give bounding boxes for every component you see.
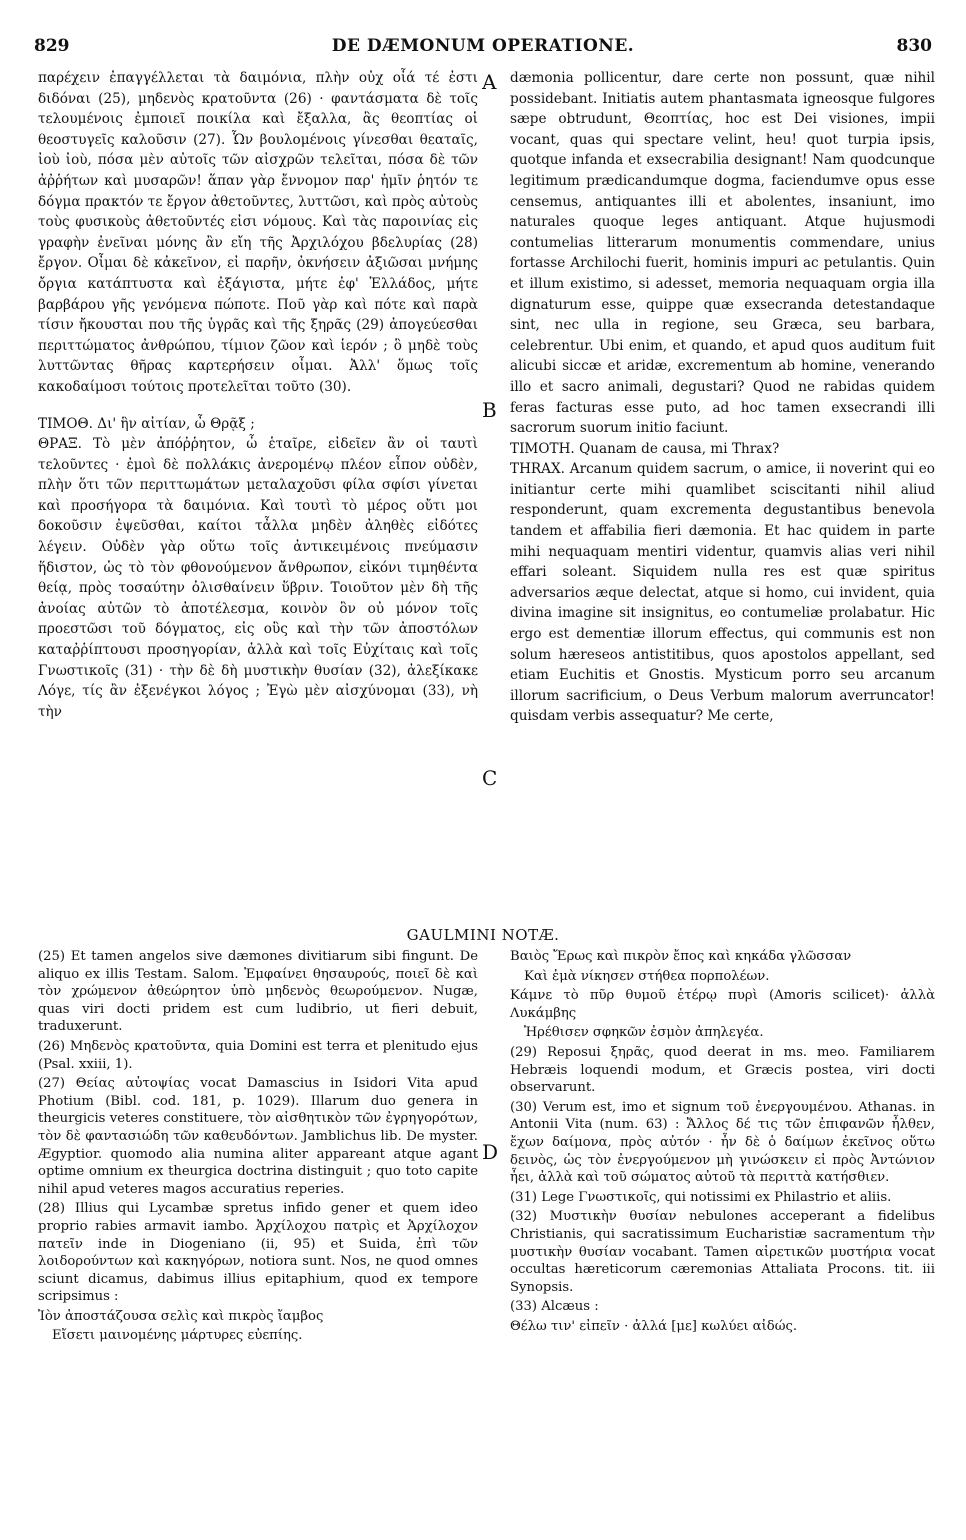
note-item: (31) Lege Γνωστικοῖς, qui notissimi ex Philastrio et aliis. bbox=[510, 1189, 892, 1205]
margin-marker-b: B bbox=[482, 398, 497, 422]
page-header bbox=[34, 36, 932, 60]
note-verse: Καὶ ἐμὰ νίκησεν στήθεα πορπολέων. bbox=[524, 968, 770, 984]
note-item: (26) Μηδενὸς κρατοῦντα, quia Domini est terra et plenitudo ejus (Psal. xxiii, 1). bbox=[38, 1038, 478, 1072]
note-item: (32) Μυστικὴν θυσίαν nebulones acceperant a fidelibus Christianis, qui sacratissimum Eucharistiæ sacramentum τὴν μυστικὴν θυσίαν vocabant. Tamen αἱρετικῶν μυστήρια vocat occultas hæreticorum cæremonias Attaliata Procons. tit. iii Synopsis. bbox=[510, 1209, 935, 1295]
greek-text-column bbox=[38, 68, 478, 722]
note-verse: Θέλω τιν' εἰπεῖν · ἀλλά [με] κωλύει αἰδώς. bbox=[510, 1318, 798, 1334]
greek-paragraph: παρέχειν ἐπαγγέλλεται τὰ δαιμόνια, πλὴν οὐχ οἷά τέ ἐστι διδόναι (25), μηδενὸς κρατοῦντα (26) · φαντάσματα δὲ τοῖς τελουμένοις ἐμποιεῖ ποικίλα καὶ ἔξαλλα, ἃς θεοπτίας οἱ θεοστυγεῖς καλοῦσιν (27). Ὧν βουλομένοις γίνεσθαι θεαταῖς, ἰοὺ ἰοὺ, πόσα μὲν αὐτοῖς τῶν αἰσχρῶν τελεῖται, πόσα δὲ τῶν ἀῤῥήτων καὶ μυσαρῶν! ἅπαν γὰρ ἔννομον παρ' ἡμῖν ῥητόν τε δόγμα πρακτόν τε ἔργον ἀθετοῦντες, λυττῶσι, καὶ πρὸς αὐτοὺς τοὺς φυσικοὺς ἀθετοῦντές εἰσι νόμους. Καὶ τὰς παροινίας εἰς γραφὴν ἐνεῖναι μόνης ἂν εἴη τῆς Ἀρχιλόχου βδελυρίας (28) ἔργον. Οἶμαι δὲ κἀκεῖνον, εἰ παρῆν, ὀκνήσειν ἀξιῶσαι μνήμης ὄργια κατάπτυστα καὶ ἐξάγιστα, μήτε ἐφ' Ἑλλάδος, μήτε βαρβάρου γῆς γενόμενα πώποτε. Ποῦ γὰρ καὶ πότε καὶ παρὰ τίσιν ἤκουσται που τῆς ὑγρᾶς καὶ τῆς ξηρᾶς (29) ἀπογεύεσθαι περιττώματος ἀνθρώπου, τίμιον ζῶον καὶ ἱερόν ; ὃ μηδὲ τοὺς λυττῶντας θῆρας καρτερήσειν οἶμαι. Ἀλλ' ὅμως τοῖς κακοδαίμοσι τούτοις προτελεῖται τοῦτο (30). bbox=[38, 70, 478, 395]
note-item: (29) Reposui ξηρᾶς, quod deerat in ms. meo. Familiarem Hebræis loquendi modum, et Græcis postea, viri docti observarunt. bbox=[510, 1044, 935, 1096]
page-number-right: 830 bbox=[896, 36, 932, 56]
latin-paragraph: dæmonia pollicentur, dare certe non possunt, quæ nihil possidebant. Initiatis autem phantasmata igneosque fulgores sæpe obtrudunt, Θεοπτίας, hoc est Dei visiones, impii vocant, quas qui spectare velint, heu! quot turpia ipsis, quotque infanda et exsecrabilia designant! Nam quodcunque legitimum prædicandumque dogma, faciendumve opus esse censemus, antiquantes illi et abolentes, insaniunt, imo naturales quoque leges antiquant. Atque hujusmodi contumelias litterarum monumentis commendare, unius fortasse Archilochi fuerit, hominis impuri ac petulantis. Quin et illum existimo, si adesset, memoria nequaquam orgia illa dignaturum esse, quippe quæ exsecranda detestandaque sint, nec ulla in regione, seu Græca, seu barbara, celebrentur. Ubi enim, et quando, et apud quos auditum fuit alicubi siccæ et aridæ, excrementum ab homine, venerando illo et sacro animali, degustari? Quod ne rabidas quidem feras facturas esse puto, ad hoc tamen exsecrandi illi sacrorum suorum initio faciunt. bbox=[510, 70, 935, 437]
notes-right-column bbox=[510, 948, 935, 1337]
note-item: (28) Illius qui Lycambæ spretus infido gener et quem ideo proprio rabies armavit iambo. Ἀρχίλοχου πατρὶς et Ἀρχίλοχον πατεῖν inde in Diogeniano (ii, 95) et Suida, ἐπὶ τῶν λοιδορούντων καὶ κακηγόρων, notiora sunt. Nos, ne quod omnes sciunt dicamus, dabimus illius epitaphium, quod ex tempore scripsimus : bbox=[38, 1201, 478, 1305]
greek-speaker-line: ΤΙΜΟΘ. Δι' ἣν αἰτίαν, ὦ Θρᾷξ ; bbox=[38, 415, 255, 432]
latin-paragraph: THRAX. Arcanum quidem sacrum, o amice, ii noverint qui eo initiantur certe mihi quamlibet sciscitanti nihil aliud responderunt, quam excrementa degustantibus benevola tandem et affabilia fieri dæmonia. Et hac quidem in parte mihi nequaquam mentiri videntur, quamvis alias veri nihil effari soleant. Siquidem nulla res est quæ spiritus adversarios æque delectat, atque si homo, cui invident, quia divina imagine sit insignitus, eo contumeliæ prolabatur. Hic ergo est dementiæ illorum effectus, qui communis est non solum hæreseos antistitibus, quos apostolos appellant, sed etiam Euchitis et Gnostis. Mysticum porro seu arcanum illorum sacrificium, o Deus Verbum malorum averruncator! quisdam verbis assequatur? Me certe, bbox=[510, 461, 935, 725]
note-verse: Βαιὸς Ἔρως καὶ πικρὸν ἔπος καὶ κηκάδα γλῶσσαν bbox=[510, 949, 852, 964]
note-item: (25) Et tamen angelos sive dæmones divitiarum sibi fingunt. De aliquo ex illis Testam. Salom. Ἐμφαίνει θησαυρούς, ποιεῖ δὲ καὶ τὸν χρώμενον ἀθεώρητον ὑπὸ μηδενὸς θεωρούμενον. Nugæ, quas viri docti pridem est cum ludibrio, ut fieri debuit, traduxerunt. bbox=[38, 949, 478, 1035]
note-item: (30) Verum est, imo et signum τοῦ ἐνεργουμένου. Athanas. in Antonii Vita (num. 63) : Ἄλλος δέ τις τῶν ἐπιφανῶν ἦλθεν, ἔχων δαίμονα, πρὸς αὐτόν · ἦν δὲ ὁ δαίμων ἐκεῖνος οὕτω δεινὸς, ὡς τὸν ἐνεργούμενον μὴ γινώσκειν εἰ πρὸς Ἀντώνιον ἦει, ἀλλὰ καὶ τοῦ σώματος αὐτοῦ τὰ περιττὰ κατήσθιεν. bbox=[510, 1099, 935, 1186]
latin-text-column bbox=[510, 68, 935, 727]
note-verse: Ἠρέθισεν σφηκῶν ἐσμὸν ἀπηλεγέα. bbox=[524, 1025, 764, 1041]
note-verse: Ἰὸν ἀποστάζουσα σελὶς καὶ πικρὸς ἴαμβος bbox=[38, 1308, 324, 1324]
note-verse: Εἴσετι μαινομένης μάρτυρες εὐεπίης. bbox=[52, 1328, 303, 1344]
notes-left-column bbox=[38, 948, 478, 1347]
note-item: (33) Alcæus : bbox=[510, 1299, 599, 1315]
notes-title: GAULMINI NOTÆ. bbox=[406, 926, 560, 944]
margin-marker-c: C bbox=[482, 766, 498, 790]
latin-speaker-line: TIMOTH. Quanam de causa, mi Thrax? bbox=[510, 440, 780, 457]
note-item: (27) Θείας αὐτοψίας vocat Damascius in Isidori Vita apud Photium (Bibl. cod. 181, p. 1029). Illarum duo genera in theurgicis veteres constituere, τὸν αἰσθητικὸν τῶν ἐγρηγορότων, τὸν δὲ φαντασιώδη τῶν καθευδόντων. Jamblichus lib. De myster. Ægyptior. quomodo alia numina aliter appareant atque agant optime omnium ex theurgica doctrina distinguit ; quo toto capite nihil apud veteres magos accuratius reperies. bbox=[38, 1076, 478, 1197]
note-verse: Κάμνε τὸ πῦρ θυμοῦ ἑτέρῳ πυρὶ (Amoris scilicet)· ἀλλὰ Λυκάμβης bbox=[510, 988, 935, 1021]
page-number-left: 829 bbox=[34, 36, 70, 56]
running-title: DE DÆMONUM OPERATIONE. bbox=[331, 36, 635, 56]
greek-paragraph: ΘΡΑΞ. Τὸ μὲν ἀπόῤῥητον, ὦ ἑταῖρε, εἰδεῖεν ἂν οἱ ταυτὶ τελοῦντες · ἐμοὶ δὲ πολλάκις ἀνερομένῳ πλέον εἶπον οὐδὲν, πλὴν ὅτι τῶν περιττωμάτων μεταλαχοῦσι φίλα σφίσι γίνεται καὶ προσήγορα τὰ δαιμόνια. Καὶ τουτὶ τὸ μέρος οὔτι μοι δοκοῦσιν ἐψεῦσθαι, καίτοι τἆλλα μηδὲν ἀληθὲς εἰδότες λέγειν. Οὐδὲν γὰρ οὕτω τοῖς ἀντικειμένοις πνεύμασιν ἥδιστον, ὡς τὸ τὸν φθονούμενον ἄνθρωπον, εἰκόνι τιμηθέντα θείᾳ, πρὸς τοσαύτην ὀλισθαίνειν ὕβριν. Τοιοῦτον μὲν δὴ τῆς ἀνοίας αὐτῶν τὸ ἀποτέλεσμα, κοινὸν ὂν οὐ μόνον τοῖς προεστῶσι τοῦ δόγματος, εἰς οὓς καὶ τὴν τῶν ἀποστόλων καταῤῥίπτουσι προσηγορίαν, ἀλλὰ καὶ τοῖς Εὐχίταις καὶ τοῖς Γνωστικοῖς (31) · τὴν δὲ δὴ μυστικὴν θυσίαν (32), ἀλεξίκακε Λόγε, τίς ἂν ἐξενέγκοι λόγος ; Ἐγὼ μὲν αἰσχύνομαι (33), νὴ τὴν bbox=[38, 436, 478, 720]
margin-marker-d: D bbox=[482, 1140, 499, 1164]
margin-marker-a: A bbox=[482, 70, 497, 94]
